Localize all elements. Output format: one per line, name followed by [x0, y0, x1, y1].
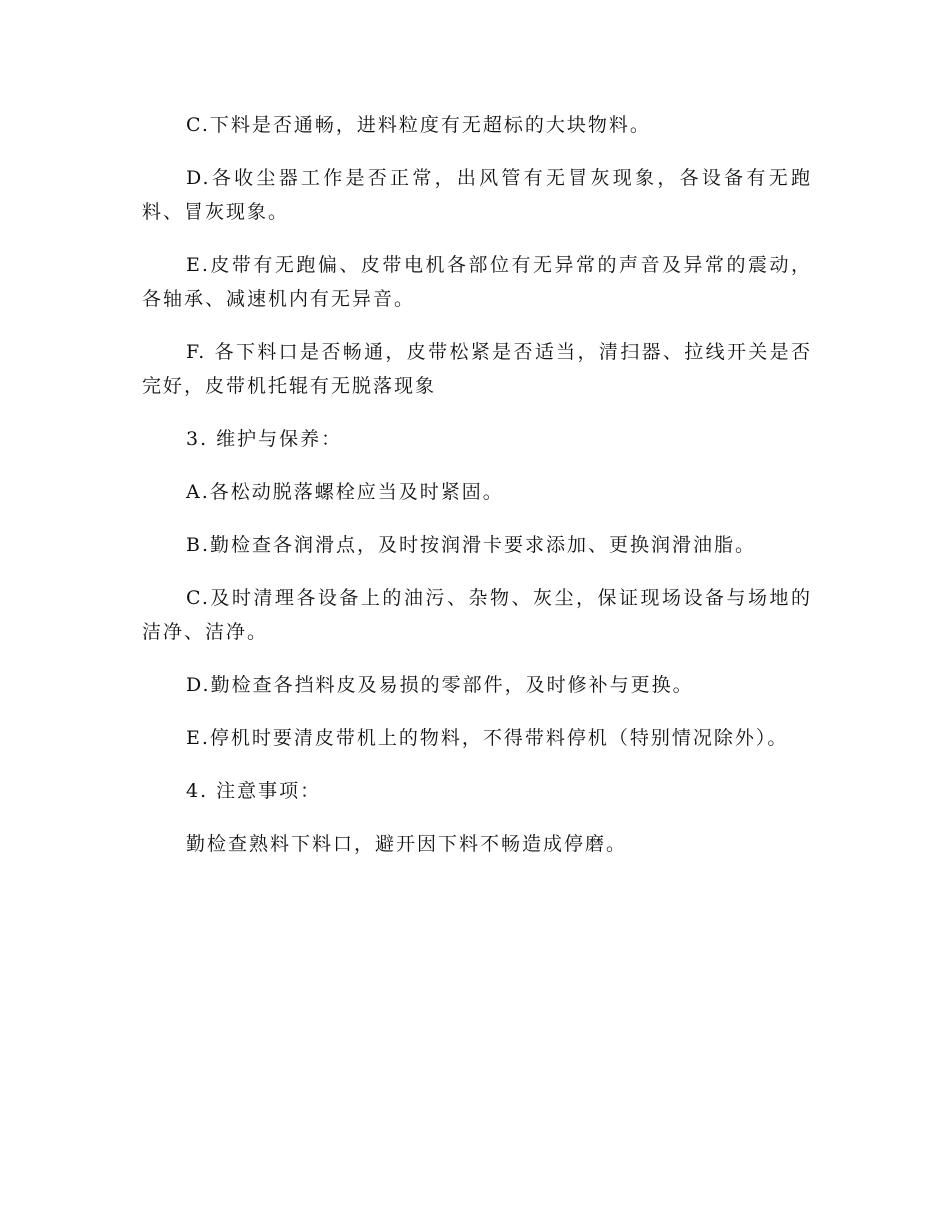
paragraph-e-shutdown: E.停机时要清皮带机上的物料，不得带料停机（特别情况除外）。 — [186, 727, 789, 749]
document-body — [142, 108, 812, 880]
paragraph-e-belt-deviation: E.皮带有无跑偏、皮带电机各部位有无异常的声音及异常的震动，各轴承、减速机内有无异音。 — [142, 254, 812, 310]
paragraph-c-feeding: C.下料是否通畅，进料粒度有无超标的大块物料。 — [186, 114, 651, 136]
paragraph-a-bolts: A.各松动脱落螺栓应当及时紧固。 — [186, 481, 504, 503]
paragraph-d-wear-parts: D.勤检查各挡料皮及易损的零部件，及时修补与更换。 — [186, 674, 694, 696]
paragraph-f-discharge-ports: F. 各下料口是否畅通，皮带松紧是否适当，清扫器、拉线开关是否完好，皮带机托辊有无脱落现象 — [142, 341, 812, 397]
paragraph-d-dust-collectors: D.各收尘器工作是否正常，出风管有无冒灰现象，各设备有无跑料、冒灰现象。 — [142, 167, 812, 223]
paragraph-b-lubrication: B.勤检查各润滑点，及时按润滑卡要求添加、更换润滑油脂。 — [186, 534, 757, 556]
section-heading-maintenance: 3. 维护与保养： — [186, 428, 343, 450]
paragraph-c-cleaning: C.及时清理各设备上的油污、杂物、灰尘，保证现场设备与场地的洁净、洁净。 — [142, 587, 812, 643]
paragraph-clinker-port: 勤检查熟料下料口，避开因下料不畅造成停磨。 — [186, 833, 628, 855]
section-heading-precautions: 4. 注意事项： — [186, 780, 322, 802]
